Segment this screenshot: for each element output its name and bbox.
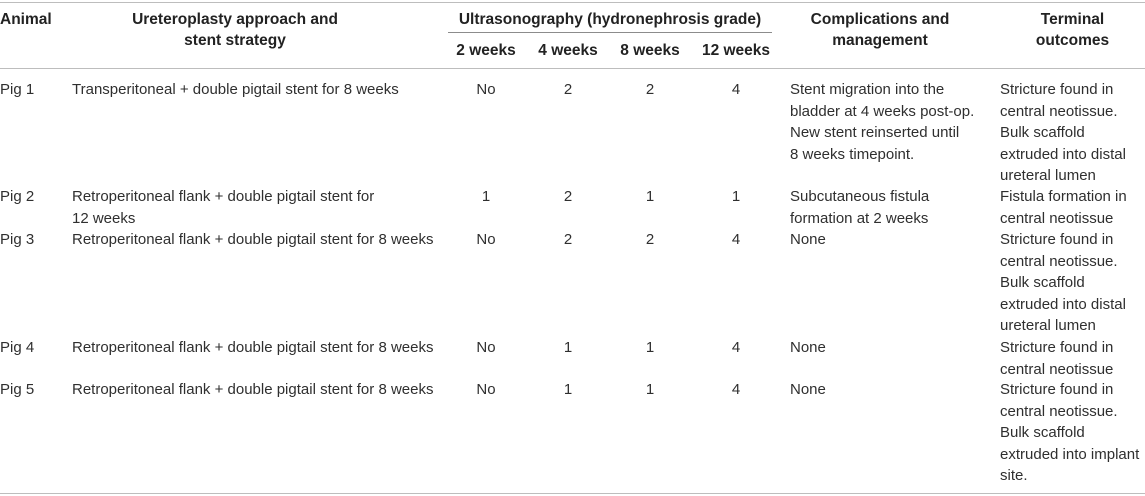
approach-line: Retroperitoneal flank + double pigtail stent for 8 weeks [72,339,434,356]
row-animal: Pig 3 [0,231,35,248]
complications-line: Stent migration into the [790,81,945,98]
row-outcomes [1000,186,1145,229]
row-week-4: 2 [563,231,573,248]
bottom-rule [0,493,1145,494]
row-approach [72,337,442,359]
outcomes-line: Bulk scaffold [1000,424,1085,441]
header-complications [790,9,970,51]
outcomes-line: Bulk scaffold [1000,274,1085,291]
row-week-4: 1 [563,381,573,398]
complications-line: None [790,339,826,356]
outcomes-line: central neotissue [1000,209,1114,227]
complications-line: None [790,231,826,248]
approach-line: Retroperitoneal flank + double pigtail stent for 8 weeks [72,231,434,248]
row-week-2: No [476,231,496,248]
row-week-4: 1 [563,339,573,356]
outcomes-line: ureteral lumen [1000,317,1096,334]
row-week-4: 2 [563,81,573,98]
header-week-4: 4 weeks [538,42,598,59]
outcomes-line: central neotissue [1000,360,1114,378]
outcomes-line: central neotissue. [1000,102,1118,120]
row-outcomes [1000,379,1145,487]
outcomes-line: Fistula formation in [1000,188,1127,205]
row-outcomes [1000,229,1145,337]
header-animal: Animal [0,11,52,28]
row-animal: Pig 1 [0,81,35,98]
header-complications-line1: Complications and [810,11,950,28]
row-week-8: 1 [645,381,655,398]
outcomes-line: central neotissue. [1000,402,1118,420]
outcomes-line: extruded into implant [1000,445,1140,463]
row-complications [790,379,995,401]
complications-line: 8 weeks timepoint. [790,145,915,163]
row-week-2: No [476,339,496,356]
header-week-8: 8 weeks [620,42,680,59]
header-ultrasonography: Ultrasonography (hydronephrosis grade) [458,11,762,28]
outcomes-line: ureteral lumen [1000,167,1096,184]
approach-line: Retroperitoneal flank + double pigtail stent for 8 weeks [72,381,434,398]
row-week-8: 1 [645,188,655,205]
row-week-2: No [476,381,496,398]
row-week-12: 4 [731,231,741,248]
row-outcomes [1000,337,1145,380]
row-approach [72,79,442,101]
row-approach [72,229,442,251]
header-approach [80,9,390,51]
approach-line: 12 weeks [72,209,136,227]
top-rule [0,2,1145,3]
approach-line: Retroperitoneal flank + double pigtail stent for [72,188,375,205]
row-week-12: 1 [731,188,741,205]
header-outcomes-line2: outcomes [1035,32,1110,49]
header-week-12: 12 weeks [701,42,771,59]
header-complications-line2: management [832,32,928,49]
outcomes-line: extruded into distal [1000,295,1126,313]
row-week-8: 1 [645,339,655,356]
header-approach-line2: stent strategy [184,32,286,49]
outcomes-line: Stricture found in [1000,339,1114,356]
row-animal: Pig 5 [0,381,35,398]
header-outcomes-line1: Terminal [1040,11,1105,28]
row-week-8: 2 [645,81,655,98]
complications-line: bladder at 4 weeks post-op. [790,102,975,120]
row-complications [790,229,995,251]
row-week-12: 4 [731,381,741,398]
outcomes-line: site. [1000,467,1028,484]
header-week-2: 2 weeks [456,42,516,59]
header-outcomes [1000,9,1145,51]
outcomes-line: Stricture found in [1000,81,1114,98]
row-outcomes [1000,79,1145,187]
ultrasonography-underline [448,32,772,33]
row-approach [72,379,442,401]
row-complications [790,79,995,165]
header-approach-line1: Ureteroplasty approach and [132,11,338,28]
row-week-2: No [476,81,496,98]
row-week-12: 4 [731,81,741,98]
row-week-8: 2 [645,231,655,248]
complications-line: Subcutaneous fistula [790,188,930,205]
outcomes-line: extruded into distal [1000,145,1126,163]
complications-line: None [790,381,826,398]
header-rule [0,68,1145,69]
outcomes-line: central neotissue. [1000,252,1118,270]
outcomes-line: Stricture found in [1000,381,1114,398]
outcomes-line: Stricture found in [1000,231,1114,248]
row-approach [72,186,442,229]
row-week-2: 1 [481,188,491,205]
row-animal: Pig 4 [0,339,35,356]
row-week-12: 4 [731,339,741,356]
row-animal: Pig 2 [0,188,35,205]
approach-line: Transperitoneal + double pigtail stent for 8 weeks [72,81,399,98]
outcomes-line: Bulk scaffold [1000,124,1085,141]
complications-line: New stent reinserted until [790,124,960,141]
complications-line: formation at 2 weeks [790,209,929,227]
row-complications [790,186,995,229]
row-week-4: 2 [563,188,573,205]
row-complications [790,337,995,359]
